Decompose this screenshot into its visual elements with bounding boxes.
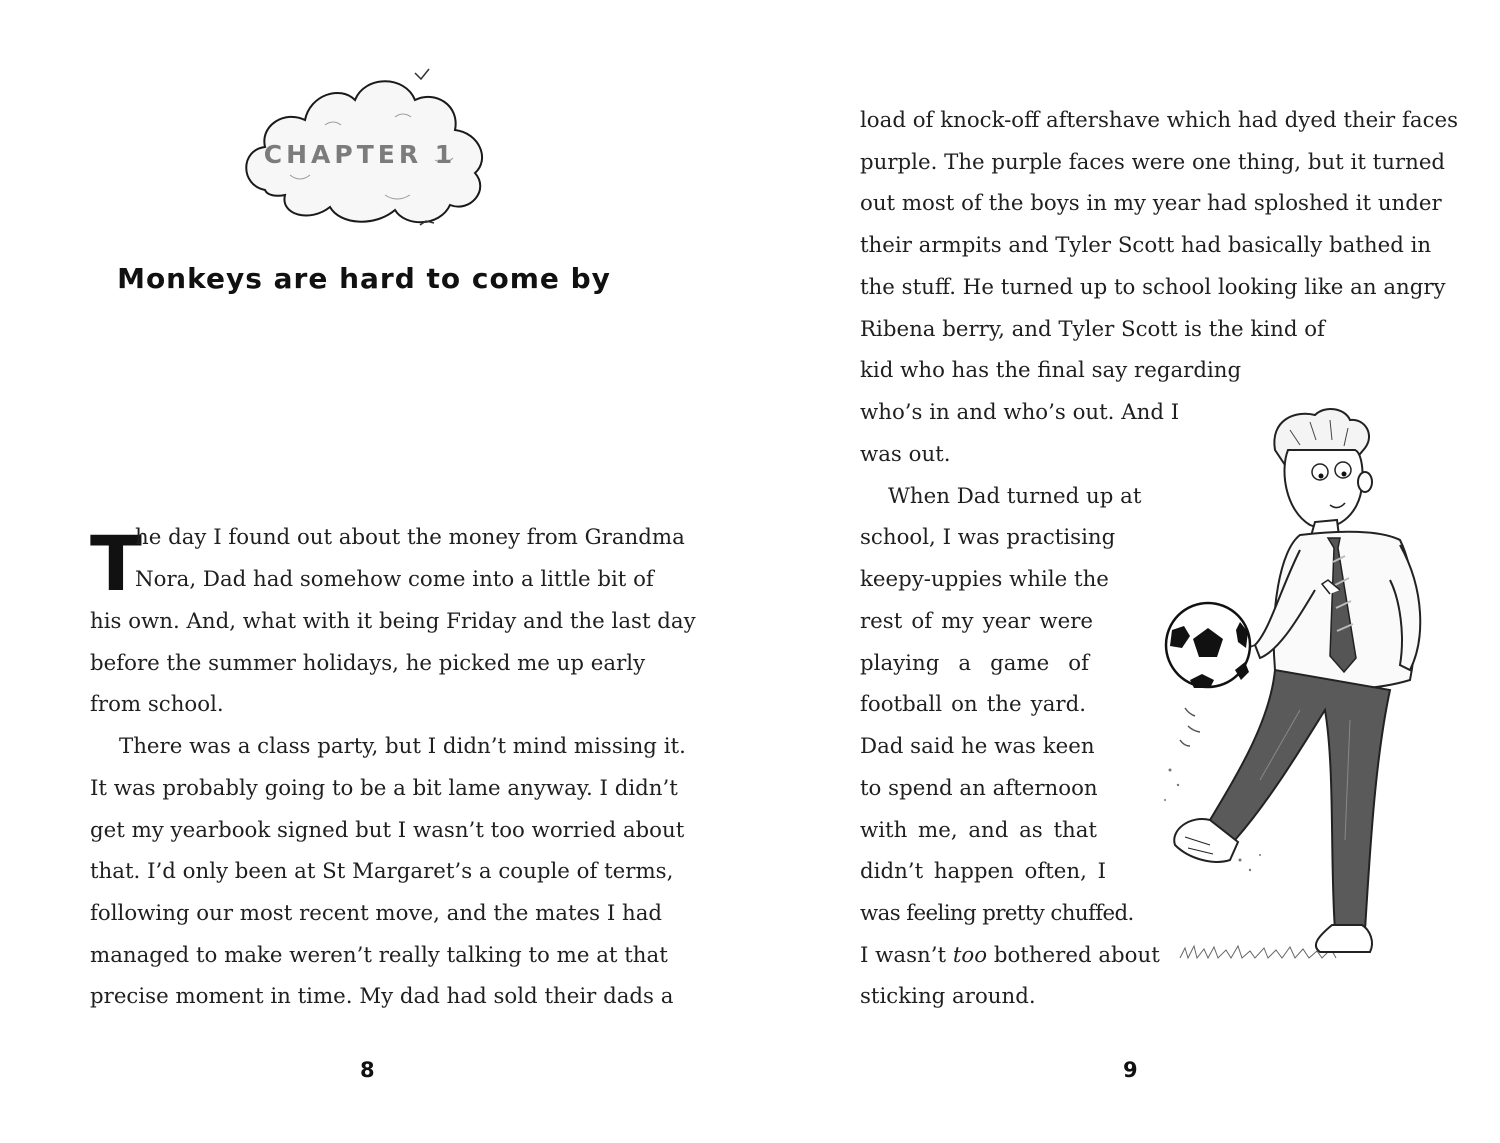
body-line: with me, and as that [860, 818, 1097, 843]
body-line: playing a game of [860, 651, 1089, 676]
body-line: was out. [860, 442, 951, 467]
body-line: football on the yard. [860, 692, 1086, 717]
body-line: following our most recent move, and the mates I had [90, 901, 663, 926]
body-line: was feeling pretty chuffed. [860, 901, 1134, 926]
body-line: kid who has the final say regarding [860, 358, 1242, 383]
body-line: rest of my year were [860, 609, 1093, 634]
body-line: to spend an afternoon [860, 776, 1098, 801]
boy-playing-football-illustration [1150, 390, 1430, 980]
text-segment: bothered about [987, 943, 1160, 968]
body-line: Dad said he was keen [860, 734, 1095, 759]
body-line: sticking around. [860, 984, 1036, 1009]
body-line: from school. [90, 692, 224, 717]
body-line: Ribena berry, and Tyler Scott is the kind of [860, 317, 1325, 342]
body-line: their armpits and Tyler Scott had basically bathed in [860, 233, 1432, 258]
body-line: who’s in and who’s out. And I [860, 400, 1180, 425]
body-line: purple. The purple faces were one thing, but it turned [860, 150, 1446, 175]
page-number: 8 [360, 1058, 375, 1082]
body-line: load of knock-off aftershave which had dyed their faces [860, 108, 1459, 133]
body-line: before the summer holidays, he picked me up early [90, 651, 646, 676]
body-line: get my yearbook signed but I wasn’t too worried about [90, 818, 685, 843]
body-line: Nora, Dad had somehow come into a little bit of [135, 567, 654, 592]
emphasis-text: too [952, 943, 988, 968]
body-line: managed to make weren’t really talking to me at that [90, 943, 668, 968]
text-segment: I wasn’t [860, 943, 953, 968]
body-line: he day I found out about the money from Grandma [135, 525, 685, 550]
page-number: 9 [1123, 1058, 1138, 1082]
body-line: When Dad turned up at [888, 484, 1142, 509]
body-line: didn’t happen often, I [860, 859, 1106, 884]
body-line: that. I’d only been at St Margaret’s a couple of terms, [90, 859, 674, 884]
chapter-title: Monkeys are hard to come by [117, 262, 611, 295]
drop-cap: T [90, 519, 142, 608]
body-line: keepy-uppies while the [860, 567, 1109, 592]
body-line: out most of the boys in my year had sploshed it under [860, 191, 1442, 216]
body-line: the stuff. He turned up to school looking like an angry [860, 275, 1446, 300]
body-line: It was probably going to be a bit lame anyway. I didn’t [90, 776, 678, 801]
body-line: school, I was practising [860, 525, 1116, 550]
body-line: precise moment in time. My dad had sold their dads a [90, 984, 674, 1009]
body-line [860, 941, 1160, 971]
chapter-label: CHAPTER 1 [263, 140, 457, 169]
body-line: his own. And, what with it being Friday and the last day [90, 609, 696, 634]
body-line: There was a class party, but I didn’t mind missing it. [119, 734, 686, 759]
